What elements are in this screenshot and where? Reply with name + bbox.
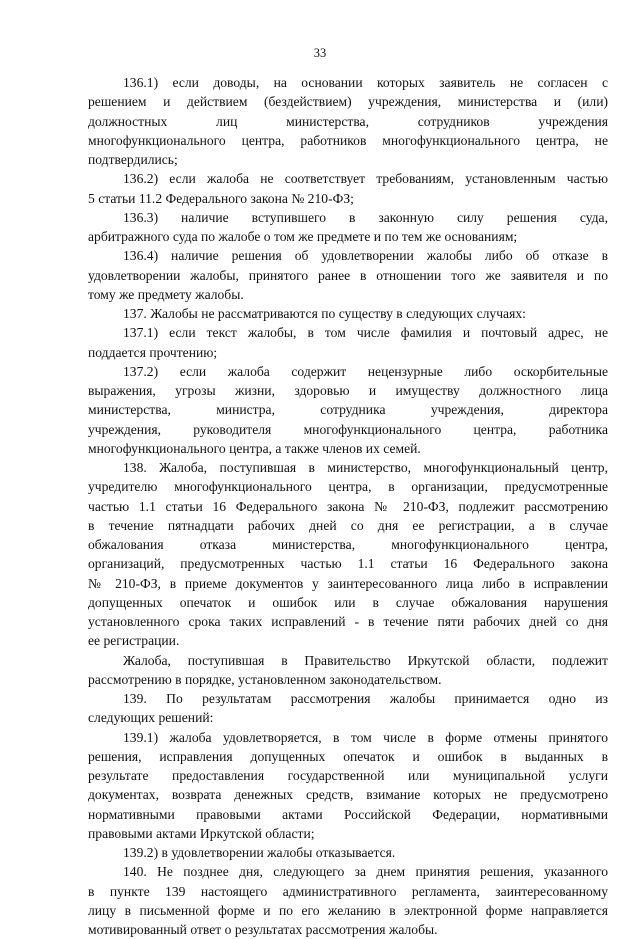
text-line: следующих решений: — [88, 710, 214, 726]
paragraph-p139-1 — [88, 728, 608, 844]
paragraph-p138-b — [88, 651, 608, 690]
paragraph-p136-1 — [88, 73, 608, 169]
paragraph-p136-3 — [88, 208, 608, 247]
text-line: документах, возврата денежных средств, взимание которых не предусмотрено — [88, 787, 608, 803]
text-line: организаций, предусмотренных частью 1.1 статьи 16 Федерального закона — [88, 556, 608, 572]
text-line: допущенных опечаток и ошибок или в случае обжалования нарушения — [88, 594, 608, 610]
text-line: многофункционального центра, работников многофункционального центра, не — [88, 132, 608, 148]
text-line: Жалоба, поступившая в Правительство Иркутской области, подлежит — [123, 652, 608, 668]
text-line: тому же предмету жалобы. — [88, 286, 244, 302]
text-line: 140. Не позднее дня, следующего за днем принятия решения, указанного — [123, 864, 608, 880]
text-line: 136.2) если жалоба не соответствует требованиям, установленным частью — [123, 171, 608, 187]
text-line: 139. По результатам рассмотрения жалобы принимается одно из — [123, 691, 608, 706]
paragraph-p139-2 — [88, 843, 608, 862]
text-line: в пункте 139 настоящего административного регламента, заинтересованному — [88, 883, 608, 899]
text-line: нормативными правовыми актами Российской Федерации, нормативными — [88, 806, 608, 822]
paragraph-p136-2 — [88, 169, 608, 208]
text-line: поддается прочтению; — [88, 344, 218, 360]
document-body — [88, 73, 608, 939]
paragraph-p139 — [88, 689, 608, 728]
paragraph-p137-2 — [88, 362, 608, 458]
text-line: 139.2) в удовлетворении жалобы отказывается. — [123, 845, 396, 860]
text-line: должностных лиц министерства, сотрудников учреждения — [88, 113, 608, 129]
text-line: учредителю многофункционального центра, в организации, предусмотренные — [88, 479, 608, 495]
text-line: 5 статьи 11.2 Федерального закона № 210-ФЗ; — [88, 190, 354, 206]
text-line: решения, исправления допущенных опечаток и ошибок в выданных в — [88, 748, 608, 764]
text-line: 139.1) жалоба удовлетворяется, в том числе в форме отмены принятого — [123, 729, 608, 745]
text-line: рассмотрению в порядке, установленном законодательством. — [88, 671, 442, 687]
text-line: обжалования отказа министерства, многофункционального центра, — [88, 537, 608, 552]
text-line: министерства, министра, сотрудника учреждения, директора — [88, 402, 608, 418]
text-line: установленного срока таких исправлений - в течение пяти рабочих дней со дня — [88, 614, 608, 629]
text-line: результате предоставления государственной или муниципальной услуги — [88, 768, 608, 783]
page-number: 33 — [313, 46, 327, 60]
text-line: ее регистрации. — [88, 633, 180, 649]
text-line: арбитражного суда по жалобе о том же предмете и по тем же основаниям; — [88, 229, 518, 244]
paragraph-p137 — [88, 304, 608, 323]
paragraph-p136-4 — [88, 246, 608, 304]
text-line: мотивированный ответ о результатах рассмотрения жалобы. — [88, 922, 438, 937]
text-line: 137. Жалобы не рассматриваются по существу в следующих случаях: — [123, 306, 526, 321]
text-line: № 210-ФЗ, в приеме документов у заинтересованного лица либо в исправлении — [88, 575, 608, 591]
text-line: подтвердились; — [88, 152, 178, 167]
text-line: 136.3) наличие вступившего в законную силу решения суда, — [123, 209, 608, 225]
text-line: решением и действием (бездействием) учреждения, министерства и (или) — [88, 94, 608, 110]
text-line: частью 1.1 статьи 16 Федерального закона № 210-ФЗ, подлежит рассмотрению — [88, 498, 608, 514]
text-line: 137.2) если жалоба содержит нецензурные либо оскорбительные — [123, 363, 608, 379]
text-line: 138. Жалоба, поступившая в министерство, многофункциональный центр, — [123, 460, 608, 475]
paragraph-p138 — [88, 458, 608, 651]
text-line: в течение пятнадцати рабочих дней со дня ее регистрации, а в случае — [88, 517, 608, 533]
text-line: лицу в письменной форме и по его желанию в электронной форме направляется — [88, 902, 608, 918]
paragraph-p140 — [88, 862, 608, 939]
text-line: 136.1) если доводы, на основании которых заявитель не согласен с — [123, 75, 608, 90]
text-line: 137.1) если текст жалобы, в том числе фамилия и почтовый адрес, не — [123, 325, 608, 341]
text-line: правовыми актами Иркутской области; — [88, 825, 315, 841]
text-line: многофункционального центра, а также членов их семей. — [88, 440, 421, 456]
text-line: удовлетворении жалобы, принятого ранее в отношении того же заявителя и по — [88, 267, 608, 283]
text-line: выражения, угрозы жизни, здоровью и имуществу должностного лица — [88, 383, 608, 398]
paragraph-p137-1 — [88, 323, 608, 362]
text-line: 136.4) наличие решения об удовлетворении жалобы либо об отказе в — [123, 248, 608, 264]
text-line: учреждения, руководителя многофункционального центра, работника — [88, 421, 608, 437]
